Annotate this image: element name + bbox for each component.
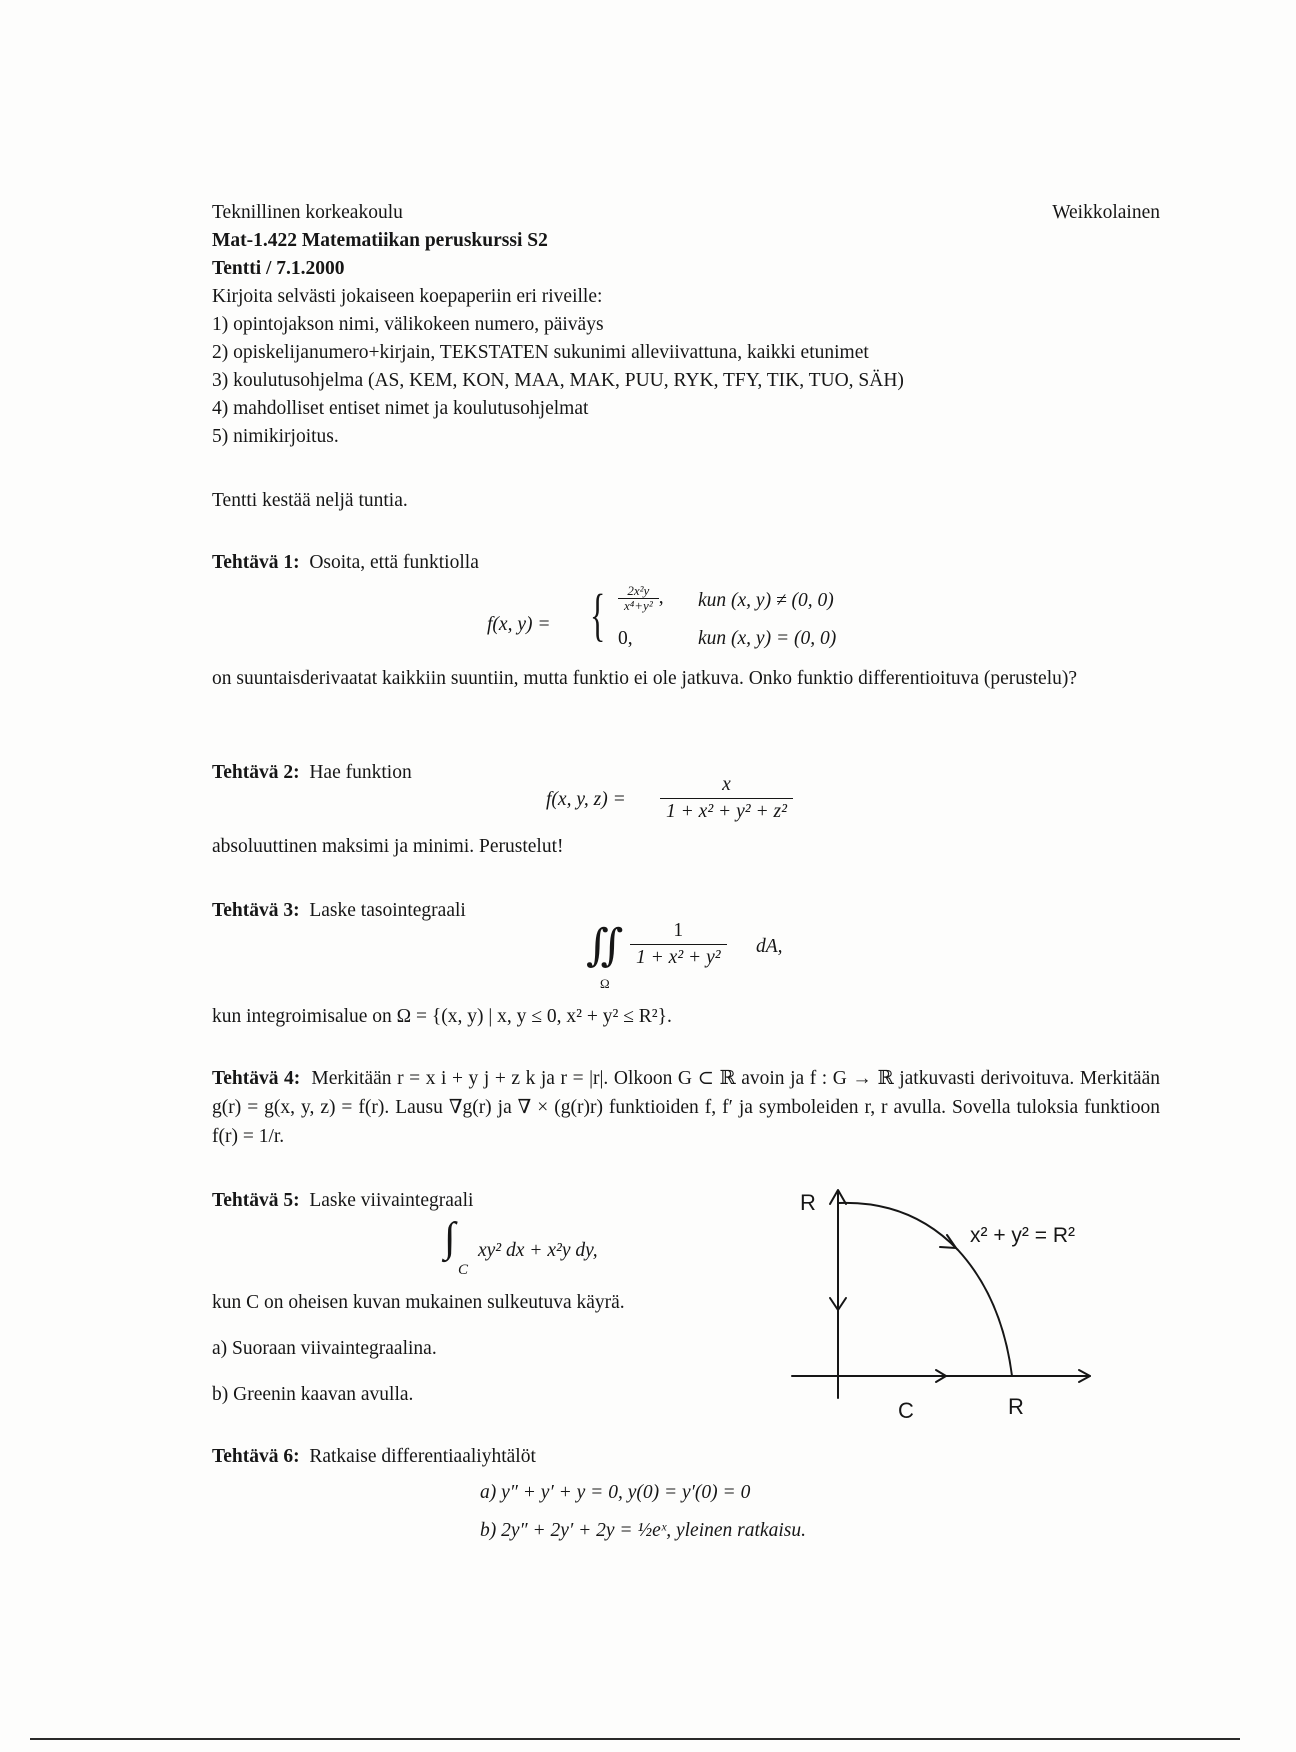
double-integral-sign: ∬ <box>586 921 624 970</box>
instruction-item: 2) opiskelijanumero+kirjain, TEKSTATEN sukunimi alleviivattuna, kaikki etunimet <box>212 342 869 363</box>
task-6-heading <box>212 1444 536 1470</box>
task-intro: Laske viivaintegraali <box>309 1190 474 1211</box>
task-label: Tehtävä 6: <box>212 1446 300 1467</box>
instruction-item: 5) nimikirjoitus. <box>212 426 339 447</box>
lecturer-name: Weikkolainen <box>1052 202 1160 223</box>
task-label: Tehtävä 2: <box>212 762 300 783</box>
integrand: xy² dx + x²y dy, <box>478 1240 598 1261</box>
task-6-part-b: b) 2y″ + 2y′ + 2y = ½eˣ, yleinen ratkaisu. <box>480 1520 806 1541</box>
left-brace: { <box>590 582 606 647</box>
task-3-heading <box>212 898 466 924</box>
t1-case-2-value: 0, <box>618 628 633 649</box>
fraction-denominator: 1 + x² + y² <box>630 944 727 971</box>
line-integral-sign: ∫ <box>444 1215 456 1261</box>
task-intro: Laske tasointegraali <box>309 900 466 921</box>
radius-label-right: R <box>1008 1394 1024 1419</box>
task-5-part-b: b) Greenin kaavan avulla. <box>212 1384 414 1405</box>
integral-differential: dA, <box>756 936 783 957</box>
fraction-numerator: x <box>722 774 731 795</box>
t1-case-2-condition: kun (x, y) = (0, 0) <box>698 628 837 649</box>
university-name: Teknillinen korkeakoulu <box>212 202 403 223</box>
task-label: Tehtävä 1: <box>212 552 300 573</box>
circle-equation: x² + y² = R² <box>970 1224 1076 1247</box>
task-4-block <box>212 1064 1160 1151</box>
t1-case-1-condition: kun (x, y) ≠ (0, 0) <box>698 590 834 611</box>
fraction-denominator: x⁴+y² <box>618 598 659 613</box>
task-intro: Ratkaise differentiaaliyhtälöt <box>309 1446 536 1467</box>
task-6-part-a: a) y″ + y′ + y = 0, y(0) = y′(0) = 0 <box>480 1482 751 1503</box>
task-1-heading <box>212 550 479 576</box>
instruction-item: 4) mahdolliset entiset nimet ja koulutusohjelmat <box>212 398 589 419</box>
instruction-item: 1) opintojakson nimi, välikokeen numero, päiväys <box>212 314 604 335</box>
fraction-numerator: 2x²y <box>627 583 650 598</box>
curve-label: C <box>898 1398 914 1420</box>
task-intro: Osoita, että funktiolla <box>309 552 479 573</box>
course-title: Mat-1.422 Matematiikan peruskurssi S2 <box>212 230 548 251</box>
task-5-heading <box>212 1188 473 1214</box>
t2-function-lhs: f(x, y, z) = <box>546 789 626 810</box>
instructions-intro: Kirjoita selvästi jokaiseen koepaperiin eri riveille: <box>212 286 603 307</box>
task-label: Tehtävä 4: <box>212 1068 301 1089</box>
exam-date: Tentti / 7.1.2000 <box>212 258 345 279</box>
task-label: Tehtävä 5: <box>212 1190 300 1211</box>
task-3-text: kun integroimisalue on Ω = {(x, y) | x, y ≤ 0, x² + y² ≤ R²}. <box>212 1006 672 1027</box>
t3-fraction <box>630 918 727 971</box>
fraction-denominator: 1 + x² + y² + z² <box>660 798 793 825</box>
task-label: Tehtävä 3: <box>212 900 300 921</box>
task-2-heading <box>212 760 412 786</box>
quarter-circle-figure <box>780 1170 1110 1420</box>
integral-path-label: C <box>458 1262 469 1278</box>
integral-domain: Ω <box>600 976 610 991</box>
task-intro: Hae funktion <box>309 762 412 783</box>
radius-label-top: R <box>800 1190 816 1215</box>
t1-function-lhs: f(x, y) = <box>487 614 551 635</box>
instruction-item: 3) koulutusohjelma (AS, KEM, KON, MAA, MAK, PUU, RYK, TFY, TIK, TUO, SÄH) <box>212 370 904 391</box>
task-4-text: Merkitään r = x i + y j + z k ja r = |r|. Olkoon G ⊂ ℝ avoin ja f : G → ℝ jatkuvasti derivoituva. Merkitään g(r) = g(x, y, z) = f(r). Lausu ∇g(r) ja ∇ × (g(r)r) funktioiden f, f′ ja symboleiden r, r avulla. Sovella tuloksia funktioon f(r) = 1/r. <box>212 1068 1160 1147</box>
t1-case-1: $\frac{\text{2x²y}}{\text{x⁴+y²}}$ , <box>618 584 664 613</box>
task-5-text: kun C on oheisen kuvan mukainen sulkeutuva käyrä. <box>212 1292 625 1313</box>
exam-duration: Tentti kestää neljä tuntia. <box>212 490 408 511</box>
task-5-part-a: a) Suoraan viivaintegraalina. <box>212 1338 437 1359</box>
scan-edge-line <box>30 1738 1240 1740</box>
task-2-text: absoluuttinen maksimi ja minimi. Perustelut! <box>212 836 564 857</box>
fraction-numerator: 1 <box>673 920 684 941</box>
task-1-text: on suuntaisderivaatat kaikkiin suuntiin, mutta funktio ei ole jatkuva. Onko funktio differentioituva (perustelu)? <box>212 668 1078 689</box>
t2-fraction <box>660 772 793 825</box>
